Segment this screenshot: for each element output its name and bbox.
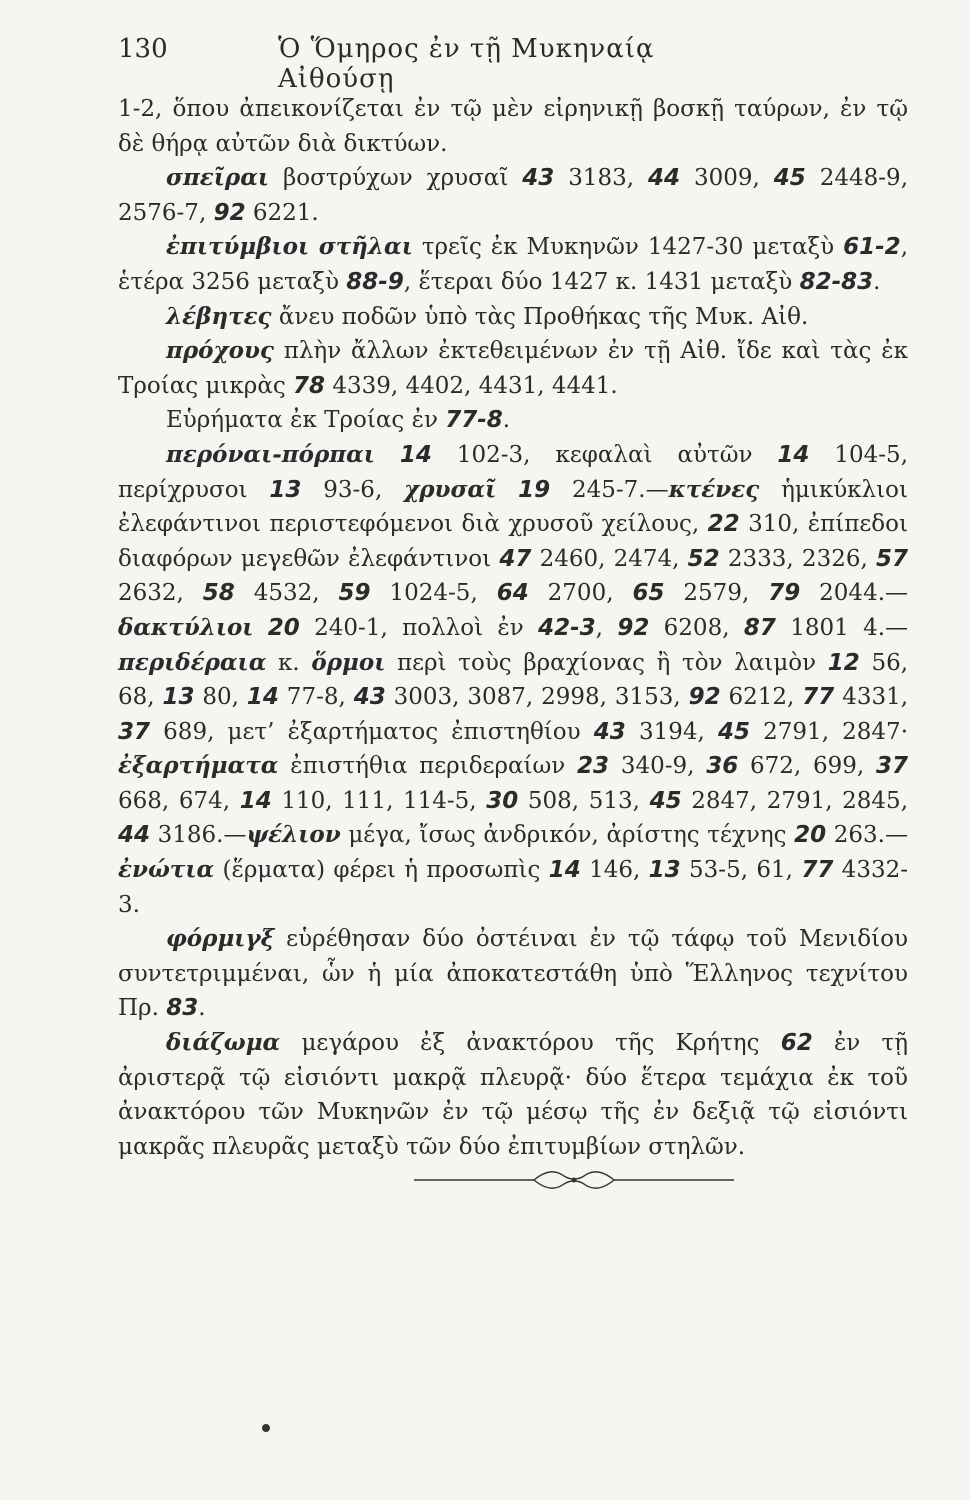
text-run: πλὴν ἄλλων ἐκτεθειμένων ἐν τῇ Αἰθ. ἴδε καὶ τὰς ἐκ Τροίας μικρὰς xyxy=(118,338,908,399)
plate-number: 43 xyxy=(522,165,555,192)
plate-number: 14 xyxy=(777,441,810,468)
text-run: κ. xyxy=(266,649,312,676)
text-run: 4339, 4402, 4431, 4441. xyxy=(325,372,618,399)
plate-number: 13 xyxy=(162,684,195,711)
text-run: 245-7.— xyxy=(550,476,669,503)
plate-number: 92 xyxy=(688,684,721,711)
lemma-term: περόναι-πόρπαι xyxy=(166,440,375,468)
plate-number: 92 xyxy=(617,614,650,641)
text-run: 3183, xyxy=(554,165,649,192)
paragraph xyxy=(118,230,908,299)
plate-number: 64 xyxy=(496,580,529,607)
lemma-term: ψέλιον xyxy=(246,821,341,849)
text-run: 2044.— xyxy=(800,580,909,607)
body-text xyxy=(118,92,908,1164)
text-run: 80, xyxy=(194,684,247,711)
plate-number: 92 xyxy=(213,199,246,226)
paragraph xyxy=(118,438,908,922)
ornament-divider xyxy=(414,1166,734,1194)
lemma-term: ὅρμοι xyxy=(311,648,386,676)
text-run xyxy=(253,615,267,641)
plate-number: 37 xyxy=(875,753,908,780)
lemma-term: ἐπιτύμβιοι στῆλαι xyxy=(166,233,413,261)
text-run: μέγα, ἴσως ἀνδρικόν, ἀρίστης τέχνης xyxy=(340,822,795,849)
paragraph xyxy=(118,92,908,161)
text-run: ἐπιστήθια περιδεραίων xyxy=(278,753,578,780)
text-run: μεγάρου ἐξ ἀνακτόρου τῆς Κρήτης xyxy=(280,1030,781,1057)
plate-number: 37 xyxy=(118,718,151,745)
plate-number: 61-2 xyxy=(843,234,901,261)
page-header xyxy=(118,34,758,94)
text-run: 2791, 2847· xyxy=(750,718,909,745)
text-run: 6208, xyxy=(649,614,744,641)
page-number: 130 xyxy=(118,34,168,64)
text-run xyxy=(496,477,518,503)
plate-number: 65 xyxy=(632,580,665,607)
lemma-term: ἐνώτια xyxy=(118,856,215,884)
plate-number: 30 xyxy=(486,787,519,814)
text-run: 53-5, 61, xyxy=(680,857,802,884)
plate-number: 45 xyxy=(717,718,750,745)
plate-number: 44 xyxy=(648,165,681,192)
text-run: 240-1, πολλοὶ ἐν xyxy=(299,614,539,641)
plate-number: 42-3 xyxy=(538,614,596,641)
text-run: 3186.— xyxy=(150,822,247,849)
paragraph xyxy=(118,161,908,230)
lemma-term: χρυσαῖ xyxy=(404,475,497,503)
text-run: βοστρύχων χρυσαῖ xyxy=(269,165,523,192)
text-run: . xyxy=(873,268,881,295)
text-run: ἄνευ ποδῶν ὑπὸ τὰς Προθήκας τῆς Μυκ. Αἰθ. xyxy=(271,303,809,330)
plate-number: 62 xyxy=(780,1030,813,1057)
text-run: 2632, xyxy=(118,580,203,607)
text-run: 508, 513, xyxy=(518,787,650,814)
text-run: 2448-9, 2576-7, xyxy=(118,165,909,226)
text-run: , xyxy=(595,614,618,641)
text-run: 6212, xyxy=(720,684,803,711)
text-run: 2579, xyxy=(664,580,769,607)
text-run: 102-3, κεφαλαὶ αὐτῶν xyxy=(431,441,778,468)
plate-number: 77-8 xyxy=(445,407,503,434)
lemma-term: φόρμιγξ xyxy=(166,925,275,953)
text-run: , ἑτέρα 3256 μεταξὺ xyxy=(118,234,908,295)
paragraph xyxy=(118,403,908,438)
lemma-term: περιδέραια xyxy=(118,648,267,676)
text-run: 146, xyxy=(580,857,649,884)
lemma-term: ἐξαρτήματα xyxy=(118,752,279,780)
plate-number: 88-9 xyxy=(346,268,404,295)
text-run: 93-6, xyxy=(301,476,405,503)
lemma-term: κτένες xyxy=(668,475,760,503)
plate-number: 52 xyxy=(687,545,720,572)
text-run: 2847, 2791, 2845, xyxy=(681,787,909,814)
text-run: 310, ἐπίπεδοι διαφόρων μεγεθῶν ἐλεφάντινοι xyxy=(118,511,908,572)
text-run: 4532, xyxy=(234,580,339,607)
plate-number: 58 xyxy=(202,580,235,607)
text-run: περὶ τοὺς βραχίονας ἢ τὸν λαιμὸν xyxy=(385,649,828,676)
text-run: 672, 699, xyxy=(738,753,876,780)
text-run: 689, μετ’ ἐξαρτήματος ἐπιστηθίου xyxy=(150,718,594,745)
ink-dot xyxy=(262,1424,270,1432)
plate-number: 87 xyxy=(743,614,776,641)
running-title: Ὁ Ὅμηρος ἐν τῇ Μυκηναίᾳ Αἰθούσῃ xyxy=(278,34,655,94)
text-run: 104-5, περίχρυσοι xyxy=(118,441,908,503)
plate-number: 45 xyxy=(649,787,682,814)
plate-number: 20 xyxy=(267,614,300,641)
plate-number: 14 xyxy=(246,684,279,711)
text-run: 4332-3. xyxy=(118,857,908,918)
plate-number: 14 xyxy=(548,857,581,884)
text-run: εὑρέθησαν δύο ὀστέιναι ἐν τῷ τάφῳ τοῦ Μενιδίου συντετριμμέναι, ὧν ἡ μία ἀποκατεστάθη ὑπὸ Ἕλληνος τεχνίτου Πρ. xyxy=(118,926,908,1022)
plate-number: 22 xyxy=(707,511,740,538)
lemma-term: διάζωμα xyxy=(166,1029,281,1057)
text-run: 56, 68, xyxy=(118,649,909,711)
lemma-term: δακτύλιοι xyxy=(118,613,254,641)
plate-number: 20 xyxy=(794,822,827,849)
text-run: 77-8, xyxy=(278,684,354,711)
lemma-term: λέβητες xyxy=(166,302,272,330)
text-run: 4331, xyxy=(834,684,909,711)
plate-number: 57 xyxy=(875,545,908,572)
text-run: 2333, 2326, xyxy=(719,545,876,572)
text-run: 2460, 2474, xyxy=(531,545,688,572)
plate-number: 47 xyxy=(499,545,532,572)
plate-number: 12 xyxy=(827,649,860,676)
text-run: , ἕτεραι δύο 1427 κ. 1431 μεταξὺ xyxy=(403,268,800,295)
plate-number: 13 xyxy=(269,476,302,503)
text-run: 110, 111, 114-5, xyxy=(271,787,487,814)
text-run: 2700, xyxy=(528,580,633,607)
text-run: (ἕρματα) φέρει ἡ προσωπὶς xyxy=(214,857,549,884)
text-run: 3194, xyxy=(625,718,718,745)
plate-number: 82-83 xyxy=(799,268,874,295)
text-run: ἐν τῇ ἀριστερᾷ τῷ εἰσιόντι μακρᾷ πλευρᾷ· δύο ἕτερα τεμάχια ἐκ τοῦ ἀνακτόρου τῶν Μυκηνῶν ἐν τῷ μέσῳ τῆς ἐν δεξιᾷ τῷ εἰσιόντι μακρᾶς πλευρᾶς μεταξὺ τῶν δύο ἐπιτυμβίων στηλῶν. xyxy=(118,1030,909,1160)
text-run: 668, 674, xyxy=(118,787,240,814)
paragraph xyxy=(118,922,908,1026)
plate-number: 14 xyxy=(399,441,432,468)
plate-number: 77 xyxy=(802,684,835,711)
text-run: 1024-5, xyxy=(370,580,497,607)
plate-number: 43 xyxy=(353,684,386,711)
paragraph xyxy=(118,1026,908,1164)
text-run: 3003, 3087, 2998, 3153, xyxy=(385,684,689,711)
plate-number: 78 xyxy=(293,372,326,399)
plate-number: 23 xyxy=(577,753,610,780)
plate-number: 43 xyxy=(593,718,626,745)
paragraph xyxy=(118,300,908,335)
text-run: 3009, xyxy=(680,165,774,192)
text-run: 6221. xyxy=(245,199,319,226)
text-run: Εὑρήματα ἐκ Τροίας ἐν xyxy=(166,407,446,434)
plate-number: 77 xyxy=(801,857,834,884)
paragraph xyxy=(118,334,908,403)
text-run: . xyxy=(502,407,511,434)
plate-number: 83 xyxy=(166,995,199,1022)
text-run: 1801 4.— xyxy=(775,614,909,641)
text-run: . xyxy=(198,995,206,1022)
plate-number: 79 xyxy=(768,580,801,607)
text-run: ἡμικύκλιοι ἐλεφάντινοι περιστεφόμενοι διὰ χρυσοῦ χείλους, xyxy=(118,476,909,538)
lemma-term: σπεῖραι xyxy=(166,164,270,192)
text-run: 263.— xyxy=(826,822,908,849)
text-run: 340-9, xyxy=(609,753,707,780)
plate-number: 13 xyxy=(648,857,681,884)
plate-number: 44 xyxy=(118,822,151,849)
text-run xyxy=(375,442,400,468)
plate-number: 36 xyxy=(706,753,739,780)
text-run: τρεῖς ἐκ Μυκηνῶν 1427-30 μεταξὺ xyxy=(412,234,844,261)
lemma-term: πρόχους xyxy=(166,337,274,365)
plate-number: 45 xyxy=(773,165,806,192)
plate-number: 59 xyxy=(338,580,371,607)
plate-number: 19 xyxy=(518,476,551,503)
plate-number: 14 xyxy=(239,787,272,814)
text-run: 1-2, ὅπου ἀπεικονίζεται ἐν τῷ μὲν εἰρηνικῇ βοσκῇ ταύρων, ἐν τῷ δὲ θήρᾳ αὐτῶν διὰ δικτύων. xyxy=(118,96,908,157)
